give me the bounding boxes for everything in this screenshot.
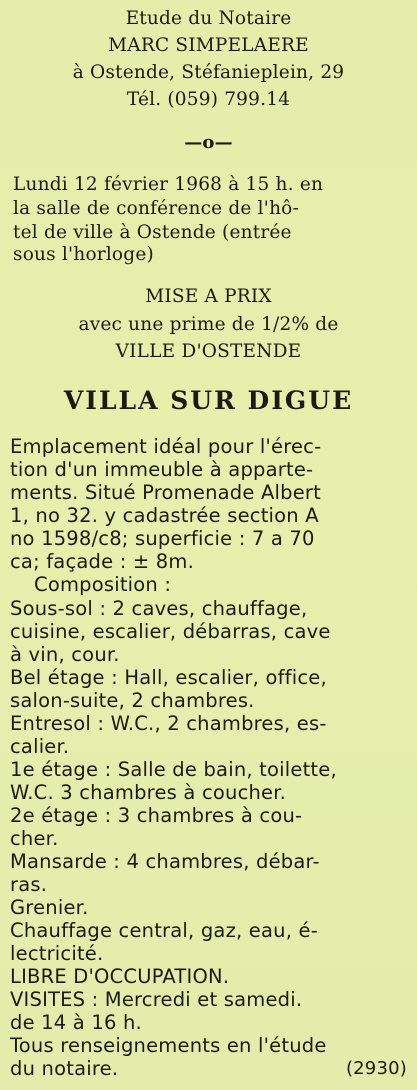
room-line: LIBRE D'OCCUPATION. bbox=[10, 965, 230, 988]
mise-a-prix-heading: MISE A PRIX bbox=[145, 286, 272, 307]
description-line: 1, no 32. y cadastrée section A bbox=[10, 504, 319, 527]
property-title: VILLA SUR DIGUE bbox=[63, 386, 354, 415]
room-line: W.C. 3 chambres à coucher. bbox=[10, 781, 287, 804]
room-line: Sous-sol : 2 caves, chauffage, bbox=[10, 597, 308, 620]
composition-label: Composition : bbox=[34, 573, 172, 596]
room-line: VISITES : Mercredi et samedi. bbox=[10, 988, 303, 1011]
room-line: Bel étage : Hall, escalier, office, bbox=[10, 666, 327, 689]
reference-number: (2930) bbox=[345, 1058, 407, 1079]
room-line: Chauffage central, gaz, eau, é- bbox=[10, 919, 318, 942]
room-line: de 14 à 16 h. bbox=[10, 1011, 142, 1034]
description-line: Emplacement idéal pour l'érec- bbox=[10, 435, 322, 458]
room-line: Entresol : W.C., 2 chambres, es- bbox=[10, 712, 327, 735]
room-line: salon-suite, 2 chambres. bbox=[10, 689, 255, 712]
room-line: lectricité. bbox=[10, 942, 104, 965]
header-separator: —o— bbox=[184, 132, 233, 153]
room-line: ras. bbox=[10, 873, 48, 896]
room-line: Grenier. bbox=[10, 896, 89, 919]
notary-name: MARC SIMPELAERE bbox=[108, 35, 309, 56]
description-line: tion d'un immeuble à apparte- bbox=[10, 458, 314, 481]
sale-info-line: Lundi 12 février 1968 à 15 h. en bbox=[13, 174, 324, 195]
room-line: du notaire. bbox=[10, 1057, 119, 1080]
room-line: calier. bbox=[10, 735, 70, 758]
sale-info-line: la salle de conférence de l'hô- bbox=[13, 198, 299, 219]
room-line: cuisine, escalier, débarras, cave bbox=[10, 620, 331, 643]
room-line: Mansarde : 4 chambres, débar- bbox=[10, 850, 320, 873]
notary-office-label: Etude du Notaire bbox=[125, 8, 292, 29]
description-line: ca; façade : ± 8m. bbox=[10, 550, 195, 573]
room-line: 1e étage : Salle de bain, toilette, bbox=[10, 758, 337, 781]
room-line: Tous renseignements en l'étude bbox=[10, 1034, 327, 1057]
room-line: à vin, cour. bbox=[10, 643, 120, 666]
notary-address: à Ostende, Stéfanieplein, 29 bbox=[72, 62, 345, 83]
sale-info-line: tel de ville à Ostende (entrée bbox=[13, 222, 292, 243]
mise-a-prix-seller: VILLE D'OSTENDE bbox=[115, 341, 302, 362]
sale-info-line: sous l'horloge) bbox=[13, 244, 154, 265]
description-line: no 1598/c8; superficie : 7 a 70 bbox=[10, 527, 315, 550]
description-line: ments. Situé Promenade Albert bbox=[10, 481, 321, 504]
room-line: cher. bbox=[10, 827, 59, 850]
notary-phone: Tél. (059) 799.14 bbox=[126, 89, 291, 110]
room-line: 2e étage : 3 chambres à cou- bbox=[10, 804, 303, 827]
mise-a-prix-premium: avec une prime de 1/2% de bbox=[78, 314, 339, 335]
